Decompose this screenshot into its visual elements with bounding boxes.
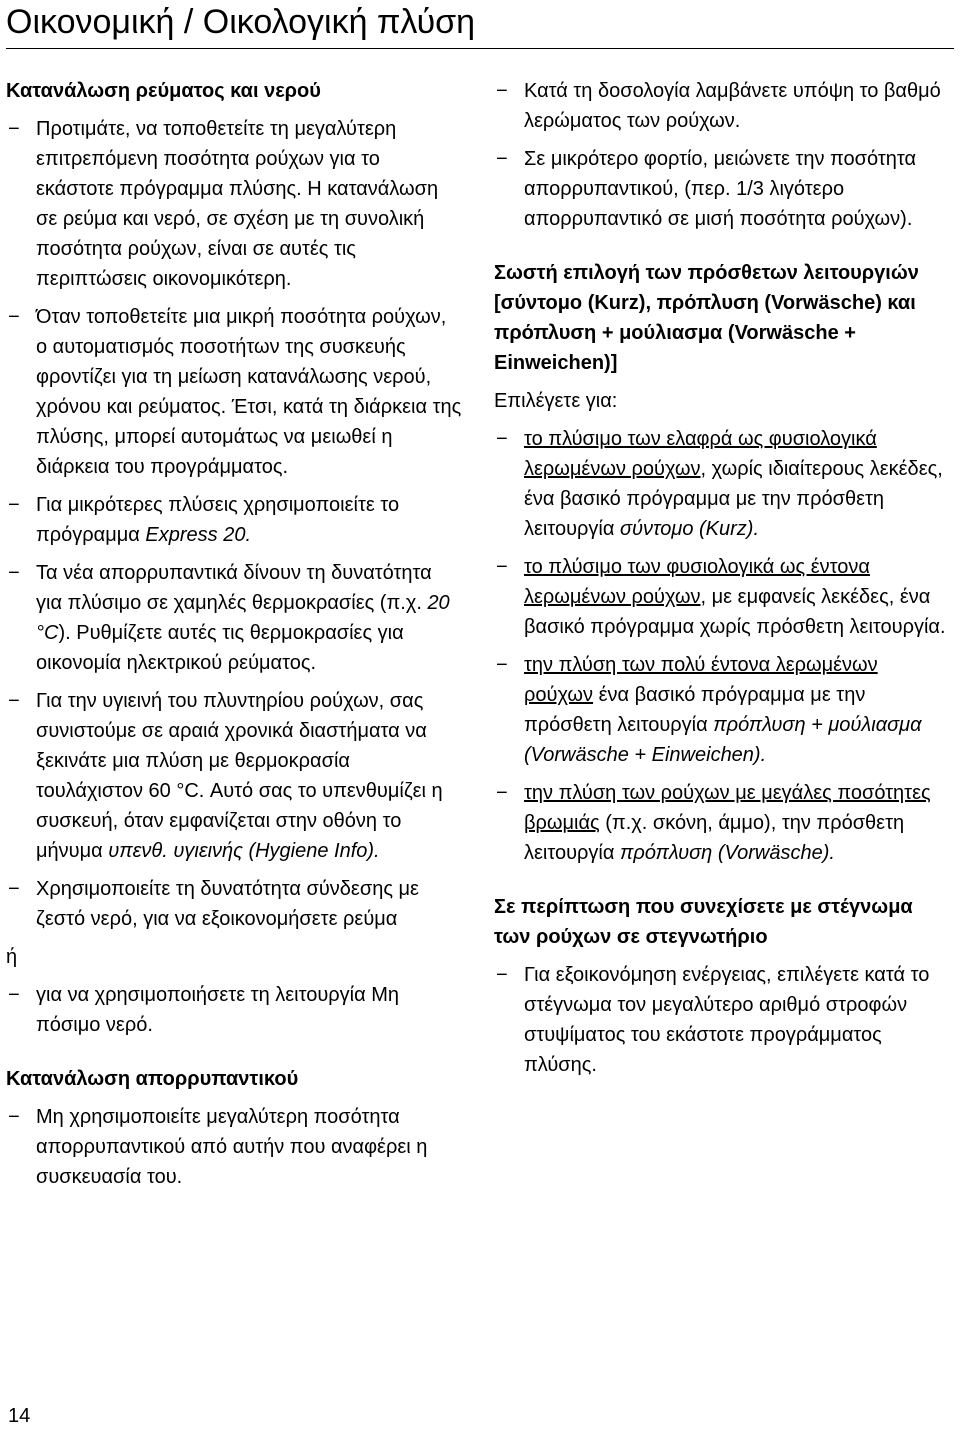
list-item: − Μη χρησιμοποιείτε μεγαλύτερη ποσότητα απορρυπαντικού από αυτήν που αναφέρει η συσκευασία του. (6, 1102, 462, 1192)
list-item: − Όταν τοποθετείτε μια μικρή ποσότητα ρούχων, ο αυτοματισμός ποσοτήτων της συσκευής φροντίζει για τη μείωση κατανάλωσης νερού, χρόνου και ρεύματος. Έτσι, κατά τη διάρκεια της πλύσης, μπορεί αυτομάτως να μειωθεί η διάρκεια του προγράμματος. (6, 302, 462, 482)
page-title: Οικονομική / Οικολογική πλύση (6, 3, 476, 41)
list-item: − Σε μικρότερο φορτίο, μειώνετε την ποσότητα απορρυπαντικού, (περ. 1/3 λιγότερο απορρυπαντικό σε μισή ποσότητα ρούχων). (494, 144, 950, 234)
left-column (6, 76, 462, 1200)
list-item: − το πλύσιμο των φυσιολογικά ως έντονα λερωμένων ρούχων, με εμφανείς λεκέδες, ένα βασικό πρόγραμμα χωρίς πρόσθετη λειτουργία. (494, 552, 950, 642)
select-for-label: Επιλέγετε για: (494, 390, 618, 412)
list-item: − Για εξοικονόμηση ενέργειας, επιλέγετε κατά το στέγνωμα τον μεγαλύτερο αριθμό στροφών στυψίματος του εκάστοτε προγράμματος πλύσης. (494, 960, 950, 1080)
list-item: − Τα νέα απορρυπαντικά δίνουν τη δυνατότητα για πλύσιμο σε χαμηλές θερμοκρασίες (π.χ. 20 °C). Ρυθμίζετε αυτές τις θερμοκρασίες για οικονομία ηλεκτρικού ρεύματος. (6, 558, 462, 678)
list-item: − την πλύση των πολύ έντονα λερωμένων ρούχων ένα βασικό πρόγραμμα με την πρόσθετη λειτουργία πρόπλυση + μούλιασμα (Vorwäsche + Einweichen). (494, 650, 950, 770)
power-water-tips (6, 114, 462, 934)
list-item: − Προτιμάτε, να τοποθετείτε τη μεγαλύτερη επιτρεπόμενη ποσότητα ρούχων για το εκάστοτε πρόγραμμα πλύσης. Η κατανάλωση σε ρεύμα και νερό, σε σχέση με τη συνολική ποσότητα ρούχων, είναι σε αυτές τις περιπτώσεις οικονομικότερη. (6, 114, 462, 294)
right-column (494, 76, 950, 1088)
detergent-tips (6, 1102, 462, 1192)
list-item: − Χρησιμοποιείτε τη δυνατότητα σύνδεσης με ζεστό νερό, για να εξοικονομήσετε ρεύμα (6, 874, 462, 934)
title-divider (6, 48, 954, 49)
section-heading-drying: Σε περίπτωση που συνεχίσετε με στέγνωμα των ρούχων σε στεγνωτήριο (494, 896, 913, 948)
section-heading-extra-functions: Σωστή επιλογή των πρόσθετων λειτουργιών [σύντομο (Kurz), πρόπλυση (Vorwäsche) και πρόπλυση + μούλιασμα (Vorwäsche + Einweichen)] (494, 262, 919, 374)
list-item: − την πλύση των ρούχων με μεγάλες ποσότητες βρωμιάς (π.χ. σκόνη, άμμο), την πρόσθετη λειτουργία πρόπλυση (Vorwäsche). (494, 778, 950, 868)
display-message: υπενθ. υγιεινής (Hygiene Info). (108, 840, 380, 862)
detergent-dosage-tips (494, 76, 950, 234)
list-item: − το πλύσιμο των ελαφρά ως φυσιολογικά λερωμένων ρούχων, χωρίς ιδιαίτερους λεκέδες, ένα βασικό πρόγραμμα με την πρόσθετη λειτουργία σύντομο (Kurz). (494, 424, 950, 544)
page-number: 14 (8, 1405, 31, 1427)
non-potable-tip (6, 980, 462, 1040)
extra-function-options (494, 424, 950, 868)
list-item: − Κατά τη δοσολογία λαμβάνετε υπόψη το βαθμό λερώματος των ρούχων. (494, 76, 950, 136)
section-heading-detergent: Κατανάλωση απορρυπαντικού (6, 1068, 299, 1090)
or-text: ή (6, 946, 18, 968)
drying-tips (494, 960, 950, 1080)
list-item: − για να χρησιμοποιήσετε τη λειτουργία Μη πόσιμο νερό. (6, 980, 462, 1040)
list-item: − Για την υγιεινή του πλυντηρίου ρούχων, σας συνιστούμε σε αραιά χρονικά διαστήματα να ξεκινάτε μια πλύση με θερμοκρασία τουλάχιστον 60 °C. Αυτό σας το υπενθυμίζει η συσκευή, όταν εμφανίζεται στην οθόνη το μήνυμα υπενθ. υγιεινής (Hygiene Info). (6, 686, 462, 866)
section-heading-power-water: Κατανάλωση ρεύματος και νερού (6, 80, 321, 102)
temperature-value: 20 °C (36, 592, 450, 644)
list-item: − Για μικρότερες πλύσεις χρησιμοποιείτε το πρόγραμμα Express 20. (6, 490, 462, 550)
program-name: Express 20. (145, 524, 252, 546)
